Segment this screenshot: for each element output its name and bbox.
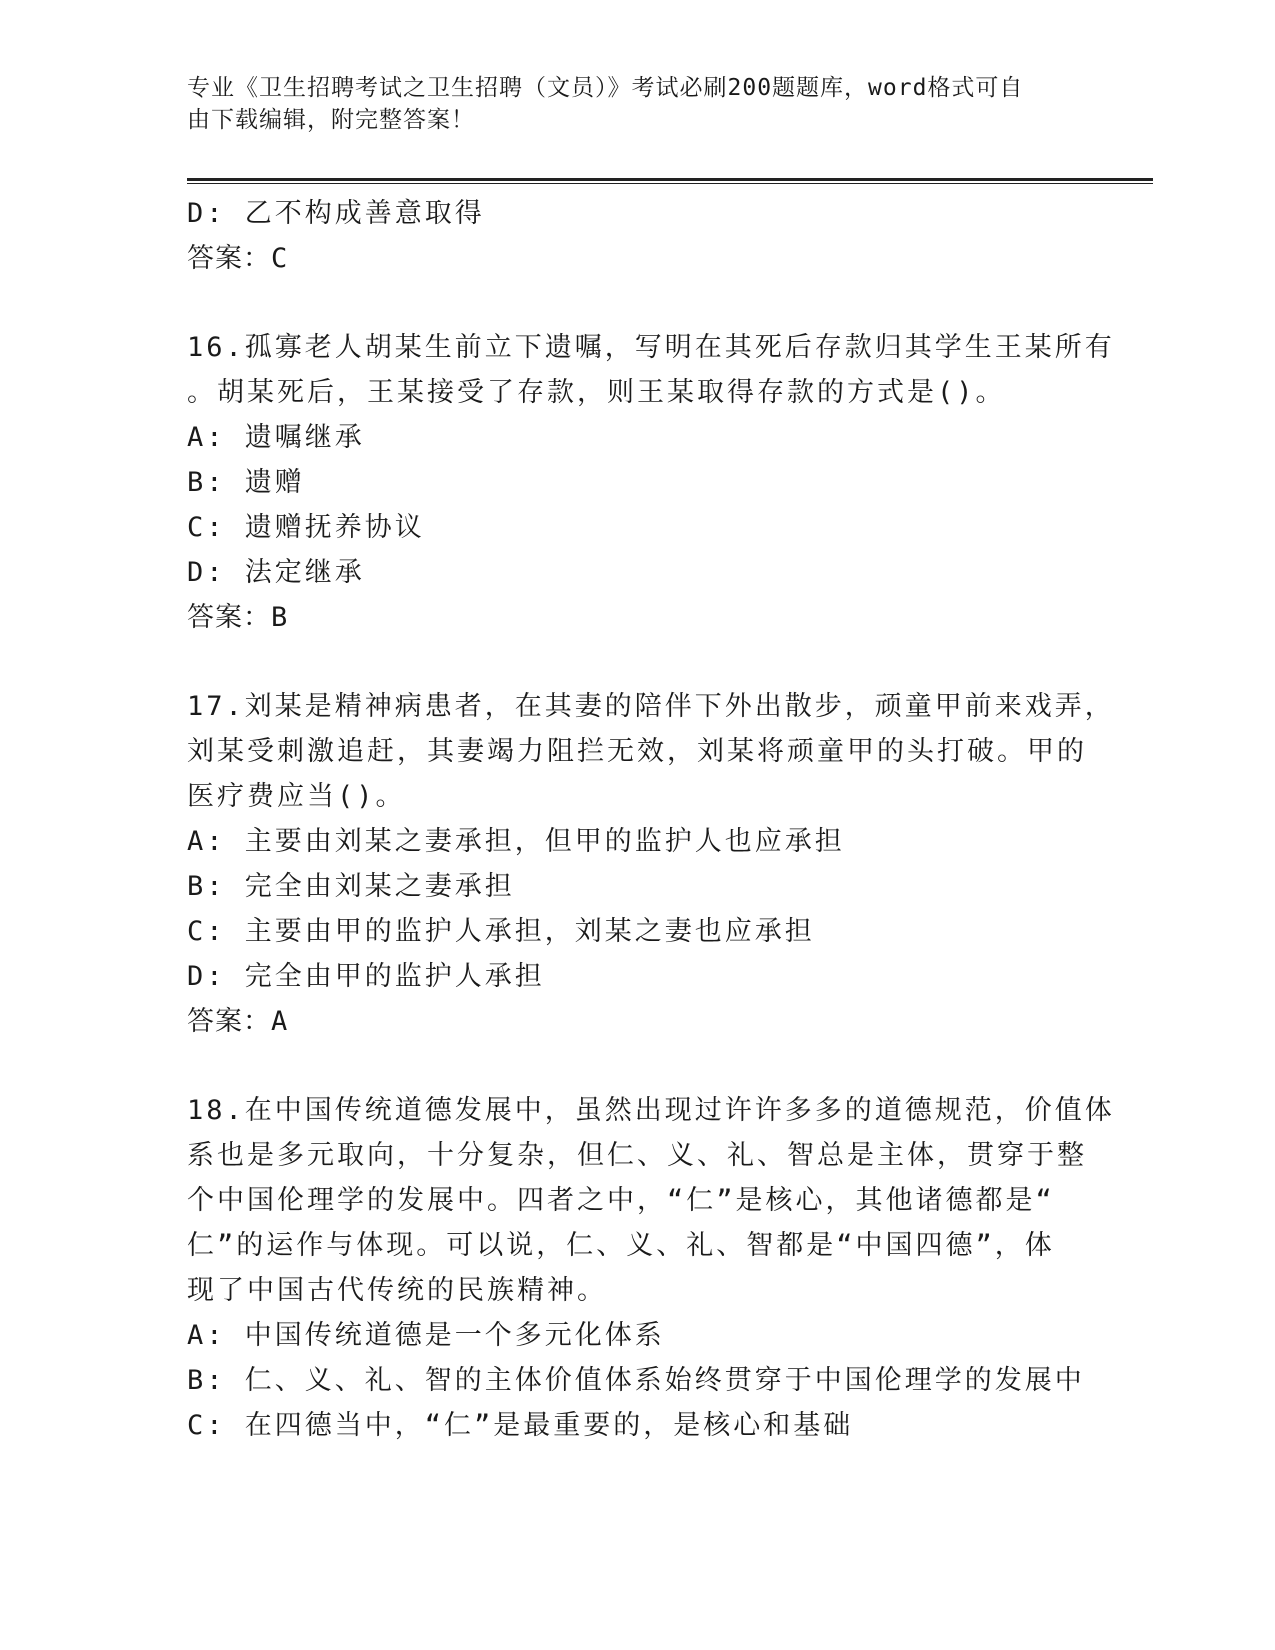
answer-line (187, 595, 1087, 640)
question-stem-line: 刘某受刺激追赶，其妻竭力阻拦无效，刘某将顽童甲的头打破。甲的 (187, 736, 1087, 767)
header-line-2: 由下载编辑，附完整答案！ (187, 107, 475, 133)
option-c: C: 遗赠抚养协议 (187, 512, 425, 543)
option-b: B: 遗赠 (187, 467, 305, 498)
option-b: B: 仁、义、礼、智的主体价值体系始终贯穿于中国伦理学的发展中 (187, 1365, 1085, 1396)
option-d: D: 法定继承 (187, 557, 365, 588)
question-stem-line: 医疗费应当()。 (187, 781, 406, 812)
option-a: A: 主要由刘某之妻承担，但甲的监护人也应承担 (187, 826, 845, 857)
answer-label: 答案： (187, 243, 271, 274)
question-17 (187, 684, 1115, 1044)
answer-value: A (271, 1006, 289, 1037)
option-a: A: 中国传统道德是一个多元化体系 (187, 1320, 665, 1351)
question-stem-line: 18.在中国传统道德发展中，虽然出现过许许多多的道德规范，价值体 (187, 1095, 1115, 1126)
question-stem-line: 17.刘某是精神病患者，在其妻的陪伴下外出散步，顽童甲前来戏弄， (187, 691, 1115, 722)
header-line-1: 专业《卫生招聘考试之卫生招聘（文员）》考试必刷200题题库，word格式可自 (187, 75, 1024, 101)
question-18 (187, 1088, 1115, 1448)
answer-value: C (271, 243, 289, 274)
question-content (187, 191, 1115, 1448)
question-stem-line: 个中国伦理学的发展中。四者之中，“仁”是核心，其他诸德都是“ (187, 1185, 1055, 1216)
header-divider-thin (187, 183, 1153, 184)
question-stem-line: 。胡某死后，王某接受了存款，则王某取得存款的方式是()。 (187, 377, 1006, 408)
answer-value: B (271, 602, 289, 633)
answer-label: 答案： (187, 1006, 271, 1037)
option-d: D: 乙不构成善意取得 (187, 198, 485, 229)
option-d: D: 完全由甲的监护人承担 (187, 961, 545, 992)
option-a: A: 遗嘱继承 (187, 422, 365, 453)
question-stem-line: 仁”的运作与体现。可以说，仁、义、礼、智都是“中国四德”，体 (187, 1230, 1055, 1261)
answer-line (187, 236, 1087, 281)
option-b: B: 完全由刘某之妻承担 (187, 871, 515, 902)
question-16 (187, 325, 1115, 640)
option-c: C: 在四德当中，“仁”是最重要的，是核心和基础 (187, 1410, 854, 1441)
option-c: C: 主要由甲的监护人承担，刘某之妻也应承担 (187, 916, 815, 947)
question-stem-line: 16.孤寡老人胡某生前立下遗嘱，写明在其死后存款归其学生王某所有 (187, 332, 1115, 363)
header-divider-thick (187, 178, 1153, 181)
question-stem-line: 系也是多元取向，十分复杂，但仁、义、礼、智总是主体，贯穿于整 (187, 1140, 1087, 1171)
answer-label: 答案： (187, 602, 271, 633)
answer-line (187, 999, 1087, 1044)
question-stem-line: 现了中国古代传统的民族精神。 (187, 1275, 607, 1306)
page-header (187, 72, 1067, 136)
